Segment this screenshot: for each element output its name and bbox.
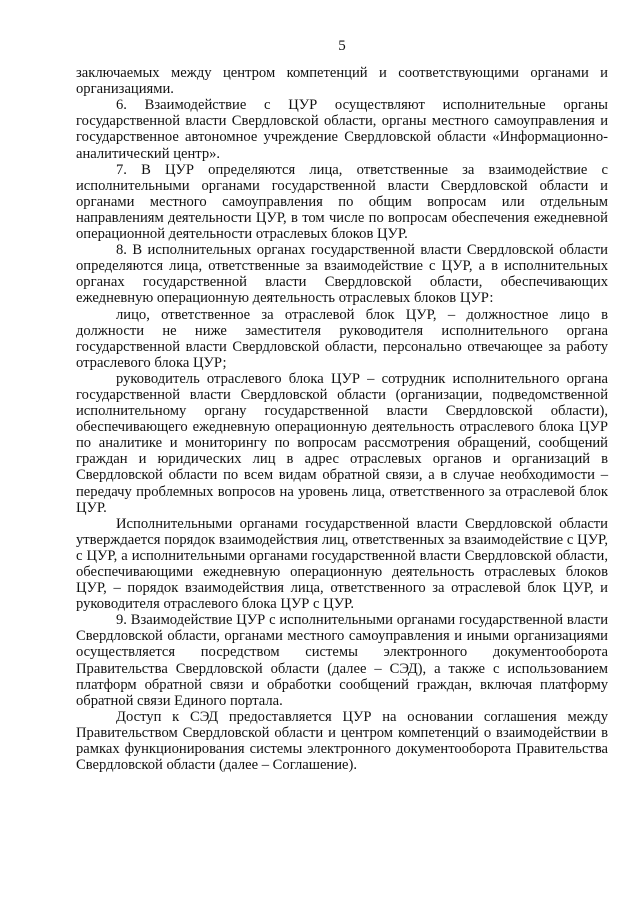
- paragraph-interaction-procedure: Исполнительными органами государственной власти Свердловской области утверждается порядок взаимодействия лиц, ответственных за взаимодействие с ЦУР, с ЦУР, а исполнительными органами государственной власти Свердловской области, обеспечивающими ежедневную операционную деятельность отраслевых блоков ЦУР, – порядок взаимодействия лица, ответственного за отраслевой блок ЦУР, и руководителя отраслевого блока ЦУР с ЦУР.: [76, 515, 608, 613]
- paragraph-item-8: 8. В исполнительных органах государственной власти Свердловской области определяются лица, ответственные за взаимодействие с ЦУР, а в исполнительных органах государственной власти Свердловской области, обеспечивающих ежедневную операционную деятельность отраслевых блоков ЦУР:: [76, 242, 608, 307]
- page-number: 5: [338, 38, 346, 54]
- paragraph-item-9: 9. Взаимодействие ЦУР с исполнительными органами государственной власти Свердловской области, органами местного самоуправления и иными организациями осуществляется посредством системы электронного документооборота Правительства Свердловской области (далее – СЭД), а также с использованием платформ обратной связи и обработки сообщений граждан, включая платформу обратной связи Единого портала.: [76, 612, 608, 709]
- document-body: [76, 65, 608, 773]
- paragraph-item-6: 6. Взаимодействие с ЦУР осуществляют исполнительные органы государственной власти Свердловской области, органы местного самоуправления и государственное автономное учреждение Свердловской области «Информационно-аналитический центр».: [76, 97, 608, 162]
- paragraph-continuation: заключаемых между центром компетенций и соответствующими органами и организациями.: [76, 65, 608, 98]
- paragraph-item-8-responsible-person: лицо, ответственное за отраслевой блок ЦУР, – должностное лицо в должности не ниже заместителя руководителя исполнительного органа государственной власти Свердловской области, персонально отвечающее за работу отраслевого блока ЦУР;: [76, 306, 608, 371]
- paragraph-item-8-block-head: руководитель отраслевого блока ЦУР – сотрудник исполнительного органа государственной власти Свердловской области (организации, подведомственной исполнительному органу государственной власти Свердловской области), обеспечивающего ежедневную операционную деятельность отраслевого блока ЦУР по аналитике и мониторингу по вопросам рассмотрения обращений, сообщений граждан и юридических лиц в адрес отраслевых органов и организаций в Свердловской области по всем видам обратной связи, а в случае необходимости – передачу проблемных вопросов на уровень лица, ответственного за отраслевой блок ЦУР.: [76, 370, 608, 516]
- paragraph-sed-access: Доступ к СЭД предоставляется ЦУР на основании соглашения между Правительством Свердловской области и центром компетенций о взаимодействии в рамках функционирования системы электронного документооборота Правительства Свердловской области (далее – Соглашение).: [76, 708, 608, 774]
- paragraph-item-7: 7. В ЦУР определяются лица, ответственные за взаимодействие с исполнительными органами государственной власти Свердловской области и органами местного самоуправления по общим вопросам или отдельным направлениям деятельности ЦУР, в том числе по вопросам обеспечения ежедневной операционной деятельности отраслевых блоков ЦУР.: [76, 161, 608, 243]
